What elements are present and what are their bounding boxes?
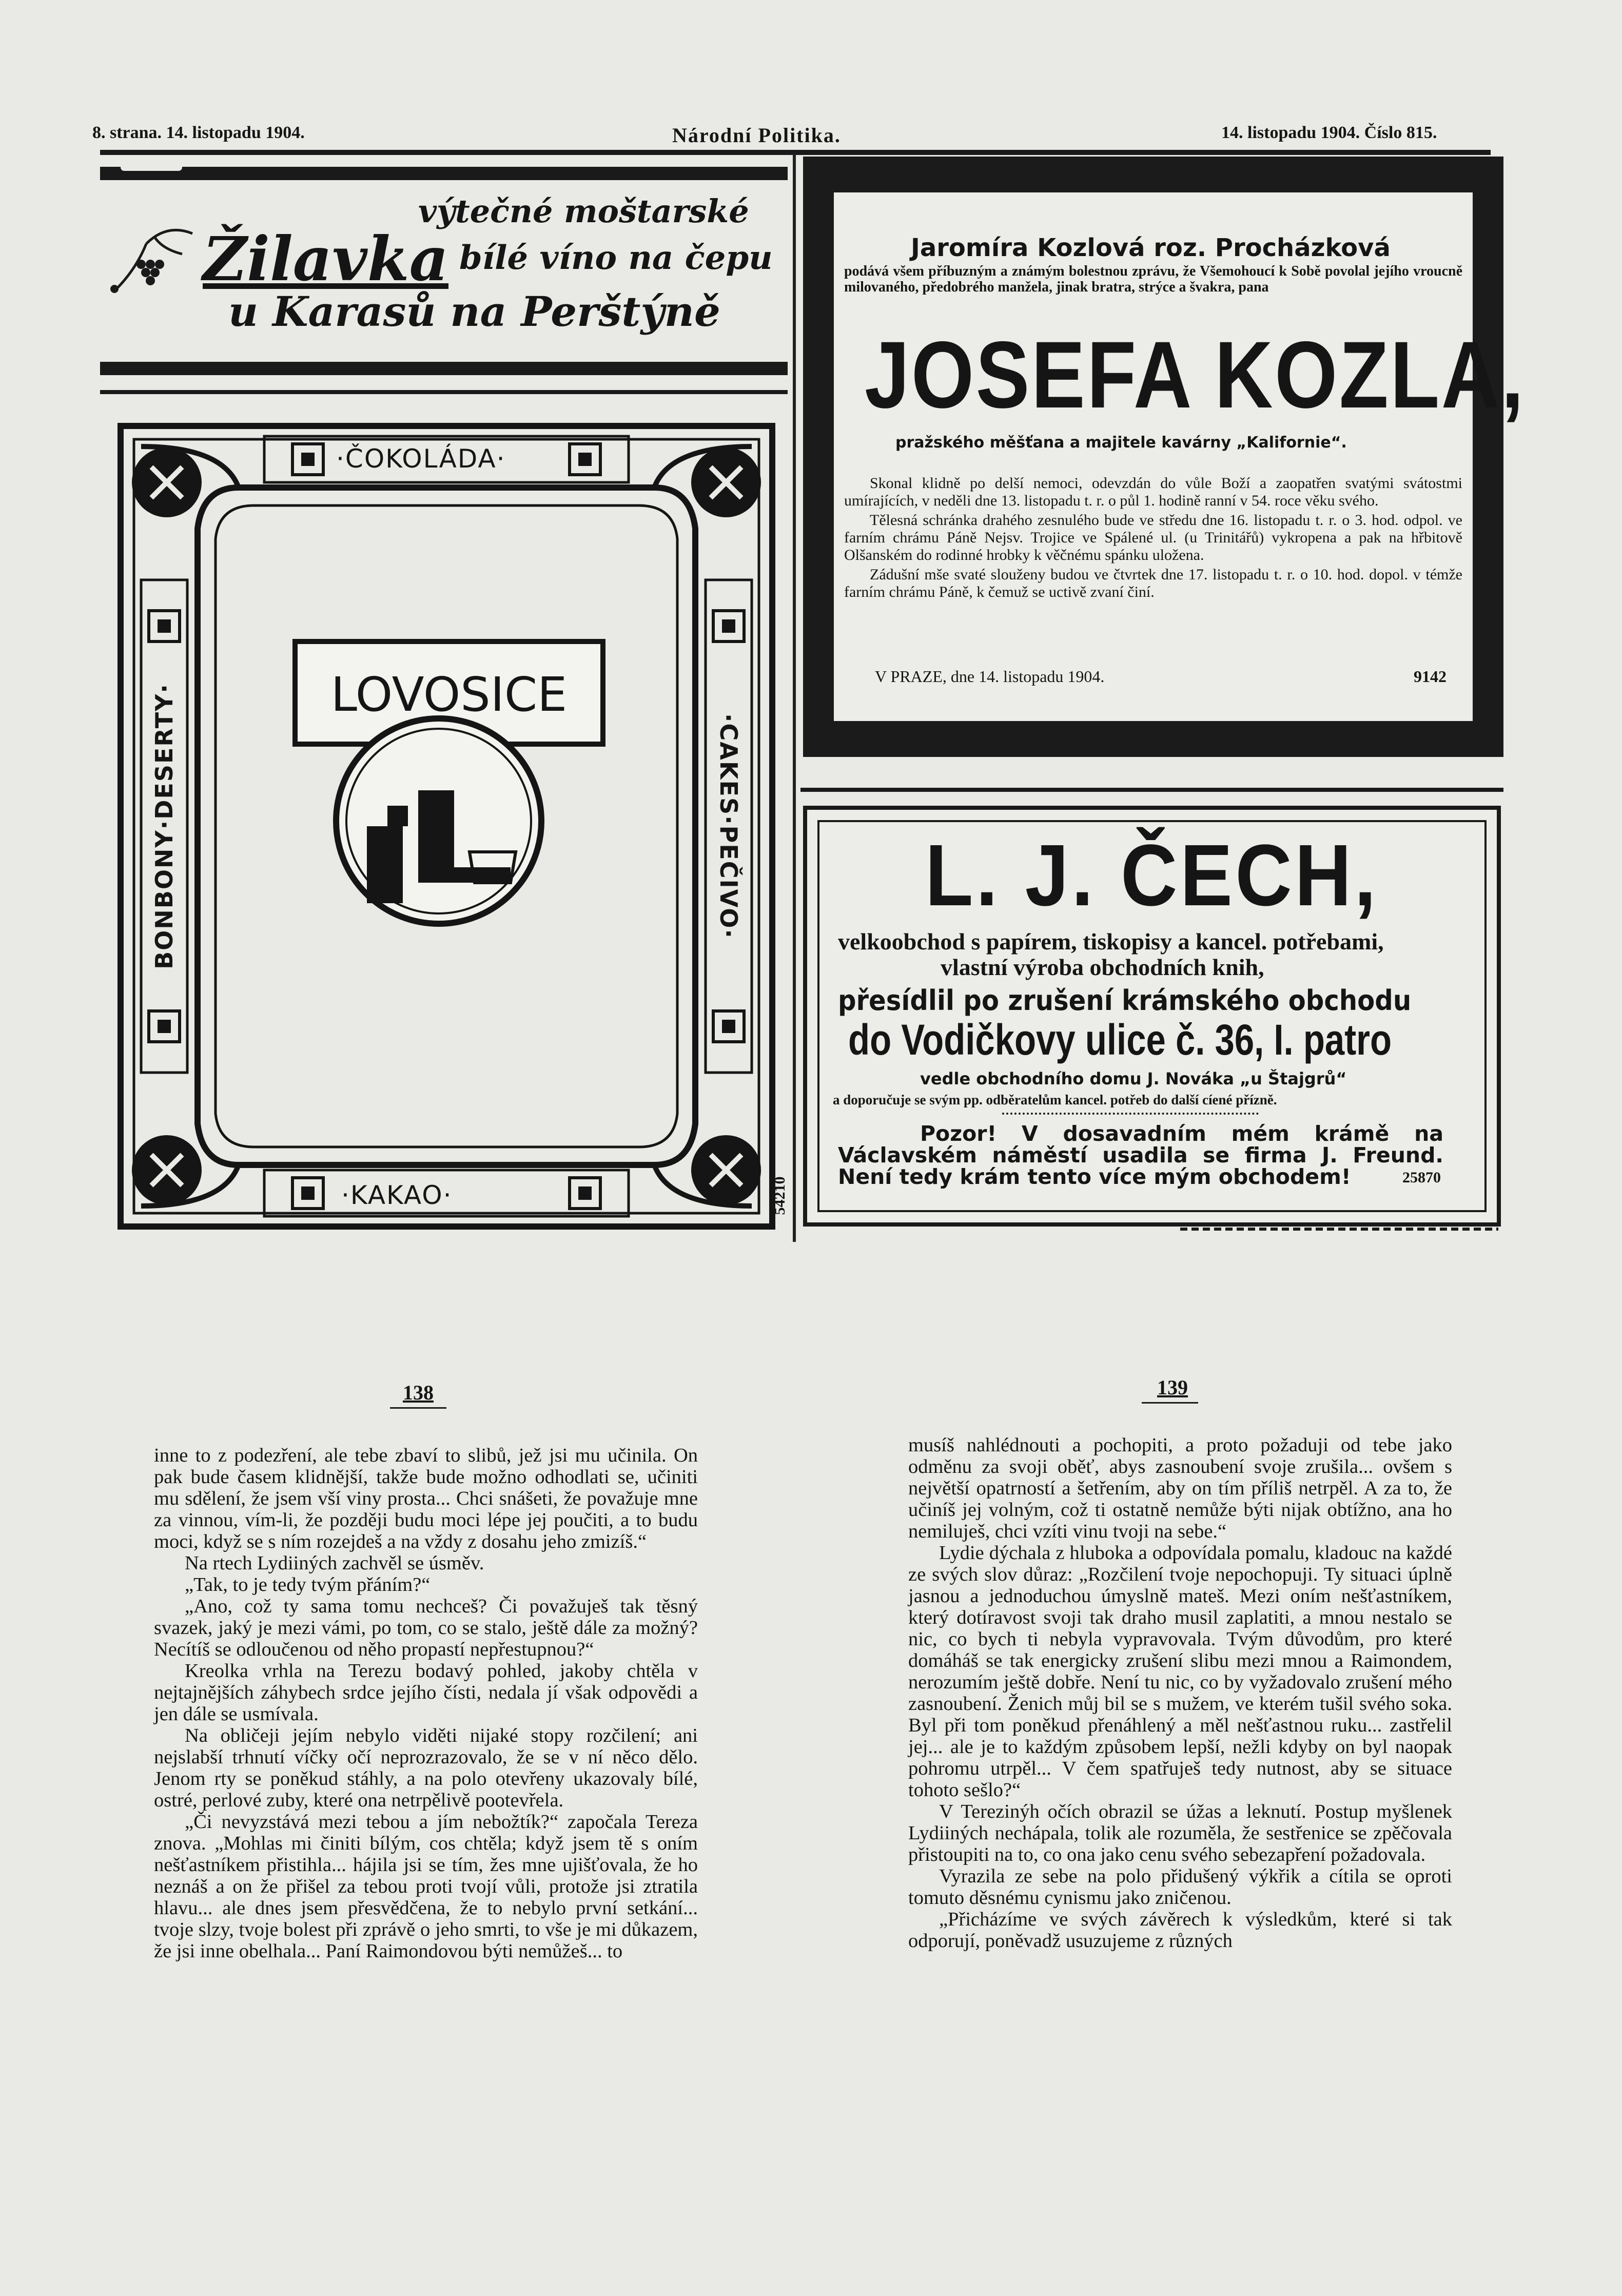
novel-right-p3: V Terezinýh očích obrazil se úžas a leknutí. Postup myšlenek Lydiiných nechápala, tolik ale rozuměla, že sestřenice se zpěčovala přistoupiti na to, co ona jako cenu svého sebezapření požadovala. [908, 1801, 1452, 1865]
novel-left-p7: „Či nevyzstává mezi tebou a jím nebožtík?“ započala Tereza znova. „Mohlas mi činiti bílým, cos chtěla; když jsem tě s oním nešťastníkem přistihla... hájila jsi se tím, žes mne ujišťovala, že ho neznáš a on že přišel za tebou proti tvojí vůli, protože jsi ztratila hlavu... ale dnes jsem přesvědčena, že to nebylo první setkání... tvoje slzy, tvoje bolest při zprávě o jeho smrti, to vše je mi důkazem, že jsi inne obelhala... Paní Raimondovou býti nemůžeš... to [154, 1811, 698, 1962]
chocolate-ad-frame [110, 416, 783, 1237]
novel-left-p5: Kreolka vrhla na Terezu bodavý pohled, jakoby chtěla v nejtajnějších záhybech srdce jejího čísti, nedala jí však odpovědi a jen dále se usmívala. [154, 1660, 698, 1725]
obituary-p1 [844, 475, 1462, 601]
novel-right-p1: musíš nahlédnouti a pochopiti, a proto požaduji od tebe jako odměnu za svoji oběť, abys zasnoubení svoje zrušila... ovšem s největší opatrností a šetřením, aby on tím příliš netrpěl. A za to, že učiníš jej volným, což ti ostatně nemůže býti nijak obtížno, ana ho nemiluješ, chci vzíti vinu tvoji na sebe.“ [908, 1434, 1452, 1542]
obituary-title: pražského měšťana a majitele kavárny „Kalifornie“. [895, 434, 1347, 452]
cech-name: L. J. ČECH, [925, 827, 1379, 924]
wine-bottom-rule [100, 390, 788, 394]
cech-line3: přesídlil po zrušení krámského obchodu [838, 984, 1412, 1017]
obituary-widow: Jaromíra Kozlová roz. Procházková [911, 234, 1391, 262]
chocolate-top-label: ·ČOKOLÁDA· [336, 444, 506, 474]
wine-bottom-bar [100, 362, 788, 375]
obituary-place: V PRAZE, dne 14. listopadu 1904. [875, 667, 1105, 686]
obituary-p3-text: Zádušní mše svaté slouženy budou ve čtvrtek dne 17. listopadu t. r. o 10. hod. dopol. v témže farním chrámu Páně, k čemuž se uctivě zvaní činí. [844, 566, 1462, 600]
novel-left-p2: Na rtech Lydiiných zachvěl se úsměv. [185, 1552, 484, 1574]
cech-notice: Pozor! V dosavadním mém krámě na Václavském náměstí usadila se firma J. Freund. Není tedy krám tento více mým obchodem! [838, 1121, 1443, 1189]
obituary-p1-text: Skonal klidně po delší nemoci, odevzdán do vůle Boží a zaopatřen svatými svátostmi umírajících, v neděli dne 13. listopadu t. r. o půl 1. hodině ranní v 54. roce věku svého. [844, 475, 1462, 509]
chocolate-left-label: BONBONY·DESERTY· [150, 683, 178, 969]
header-left: 8. strana. 14. listopadu 1904. [92, 123, 305, 142]
left-page-number: 138 [403, 1381, 434, 1404]
novel-right-p2: Lydie dýchala z hluboka a odpovídala pomalu, kladouc na každé ze svých slov důraz: „Rozčilení tvoje nepochopuji. Ty situaci úplně jasnou a jednoduchou úmyslně mateš. Mezi oním nešťastníkem, který dotíravost svoji tak draho musil zaplatiti, a mnou nestalo se nic, co bych ti nebyla vypravovala. Tvým důvodům, pro které domáháš se tak energicky zrušení slibu mezi mnou a Raimondem, nerozumím ještě dobře. Není tu nic, co by vyžadovalo zrušení mého zasnoubení. Ženich můj bil se s mužem, ve kterém tušil svého soka. Byl při tom poněkud přenáhlený a měl nešťastnou ruku... zastřelil jej... ale je to každým způsobem lepší, nežli kdyby on byl naopak pohromu utrpěl... V čem spatřuješ tedy nutnost, aby se situace tohoto sešlo?“ [908, 1542, 1452, 1801]
cech-bottom-dots [1180, 1228, 1498, 1231]
novel-left-p3: „Tak, to je tedy tvým přáním?“ [185, 1574, 431, 1595]
wine-line2: bílé víno na čepu [459, 239, 773, 277]
obituary-name: JOSEFA KOZLA, [865, 322, 1526, 428]
right-page-number: 139 [1157, 1376, 1188, 1399]
cech-divider [1002, 1113, 1259, 1115]
right-page-rule [1142, 1402, 1198, 1404]
novel-left-p6: Na obličeji jejím nebylo viděti nijaké stopy rozčilení; ani nejslabší trhnutí víčky očí neprozrazovalo, že se v ní něco dělo. Jenom rty se poněkud stáhly, a na polo otevřeny ukazovaly bílé, ostré, perlové zuby, které ona netrpělivě pootevřela. [154, 1725, 698, 1811]
wine-bar-notch [121, 164, 182, 171]
chocolate-right-label: ·CAKES·PEČIVO· [715, 713, 742, 939]
cech-line5: vedle obchodního domu J. Nováka „u Štajgrů“ [920, 1069, 1347, 1088]
grape-icon [105, 213, 203, 300]
cech-ad [803, 806, 1501, 1227]
cech-line2: vlastní výroba obchodních knih, [941, 954, 1264, 980]
wine-line1: výtečné moštarské [418, 192, 749, 230]
wine-top-bar [100, 167, 788, 180]
cech-code: 25870 [1402, 1169, 1441, 1186]
novel-right-p5: „Přicházíme ve svých závěrech k výsledkům, které si tak odporují, poněvadž usuzujeme z různých [908, 1909, 1452, 1952]
left-page-rule [390, 1407, 446, 1409]
cech-line6: a doporučuje se svým pp. odběratelům kancel. potřeb do další cíené přízně. [833, 1092, 1277, 1107]
novel-left-p4: „Ano, což ty sama tomu nechceš? Či považuješ tak těsný svazek, jaký je mezi vámi, po tom, co se stalo, ještě dále za možný? Necítíš se odloučenou od něho propastí nepřestupnou?“ [154, 1595, 698, 1660]
cech-address: do Vodičkovy ulice č. 36, I. patro [848, 1016, 1392, 1064]
obituary [834, 192, 1526, 721]
novel-right-p4: Vyrazila ze sebe na polo přidušený výkřik a cítila se oproti tomuto děsnému cynismu jako zničenou. [908, 1865, 1452, 1909]
novel-left-p1: inne to z podezření, ale tebe zbaví to slibů, jež jsi mu učinila. On pak bude časem klidnější, takže bude možno odhodlati se, učiniti mu sdělení, že jsem vší viny prosta... Chci snášeti, že považuje mne za vinnou, vím-li, že později budu moci lépe jej poučiti, a to budu moci, když se s ním rozejdeš a na vždy z dosahu jeho zmizíš.“ [154, 1445, 698, 1552]
header-right: 14. listopadu 1904. Číslo 815. [1221, 123, 1437, 142]
novel-left-column [154, 1445, 698, 1962]
column-divider [793, 154, 796, 1242]
chocolate-bottom-label: ·KAKAO· [341, 1180, 453, 1210]
header-title: Národní Politika. [672, 124, 841, 147]
wine-ad [100, 162, 788, 377]
novel-right-column [908, 1434, 1452, 1952]
lovosice-brand: LOVOSICE [330, 667, 568, 722]
cech-line1: velkoobchod s papírem, tiskopisy a kancel. potřebami, [838, 928, 1384, 955]
wine-line3: u Karasů na Perštýně [228, 287, 720, 336]
obituary-intro: podává všem příbuzným a známým bolestnou zprávu, že Všemohoucí k Sobě povolal jejího vroucně milovaného, předobrého manžela, jinak bratra, strýce a švakra, pana [844, 263, 1462, 295]
cech-side-code: 54210 [771, 1176, 788, 1215]
wine-zilavka: Žilavka [203, 223, 449, 295]
chocolate-ad [110, 416, 783, 1237]
obituary-code: 9142 [1414, 667, 1447, 686]
obituary-p2-text: Tělesná schránka drahého zesnulého bude ve středu dne 16. listopadu t. r. o 3. hod. odpol. ve farním chrámu Páně Nejsv. Trojice ve Spálené ul. (u Trinitářů) vykropena a pak na hřbitově Olšanském do rodinné hrobky k věčnému spánku uložena. [844, 512, 1462, 563]
cech-top-rule [800, 788, 1503, 792]
